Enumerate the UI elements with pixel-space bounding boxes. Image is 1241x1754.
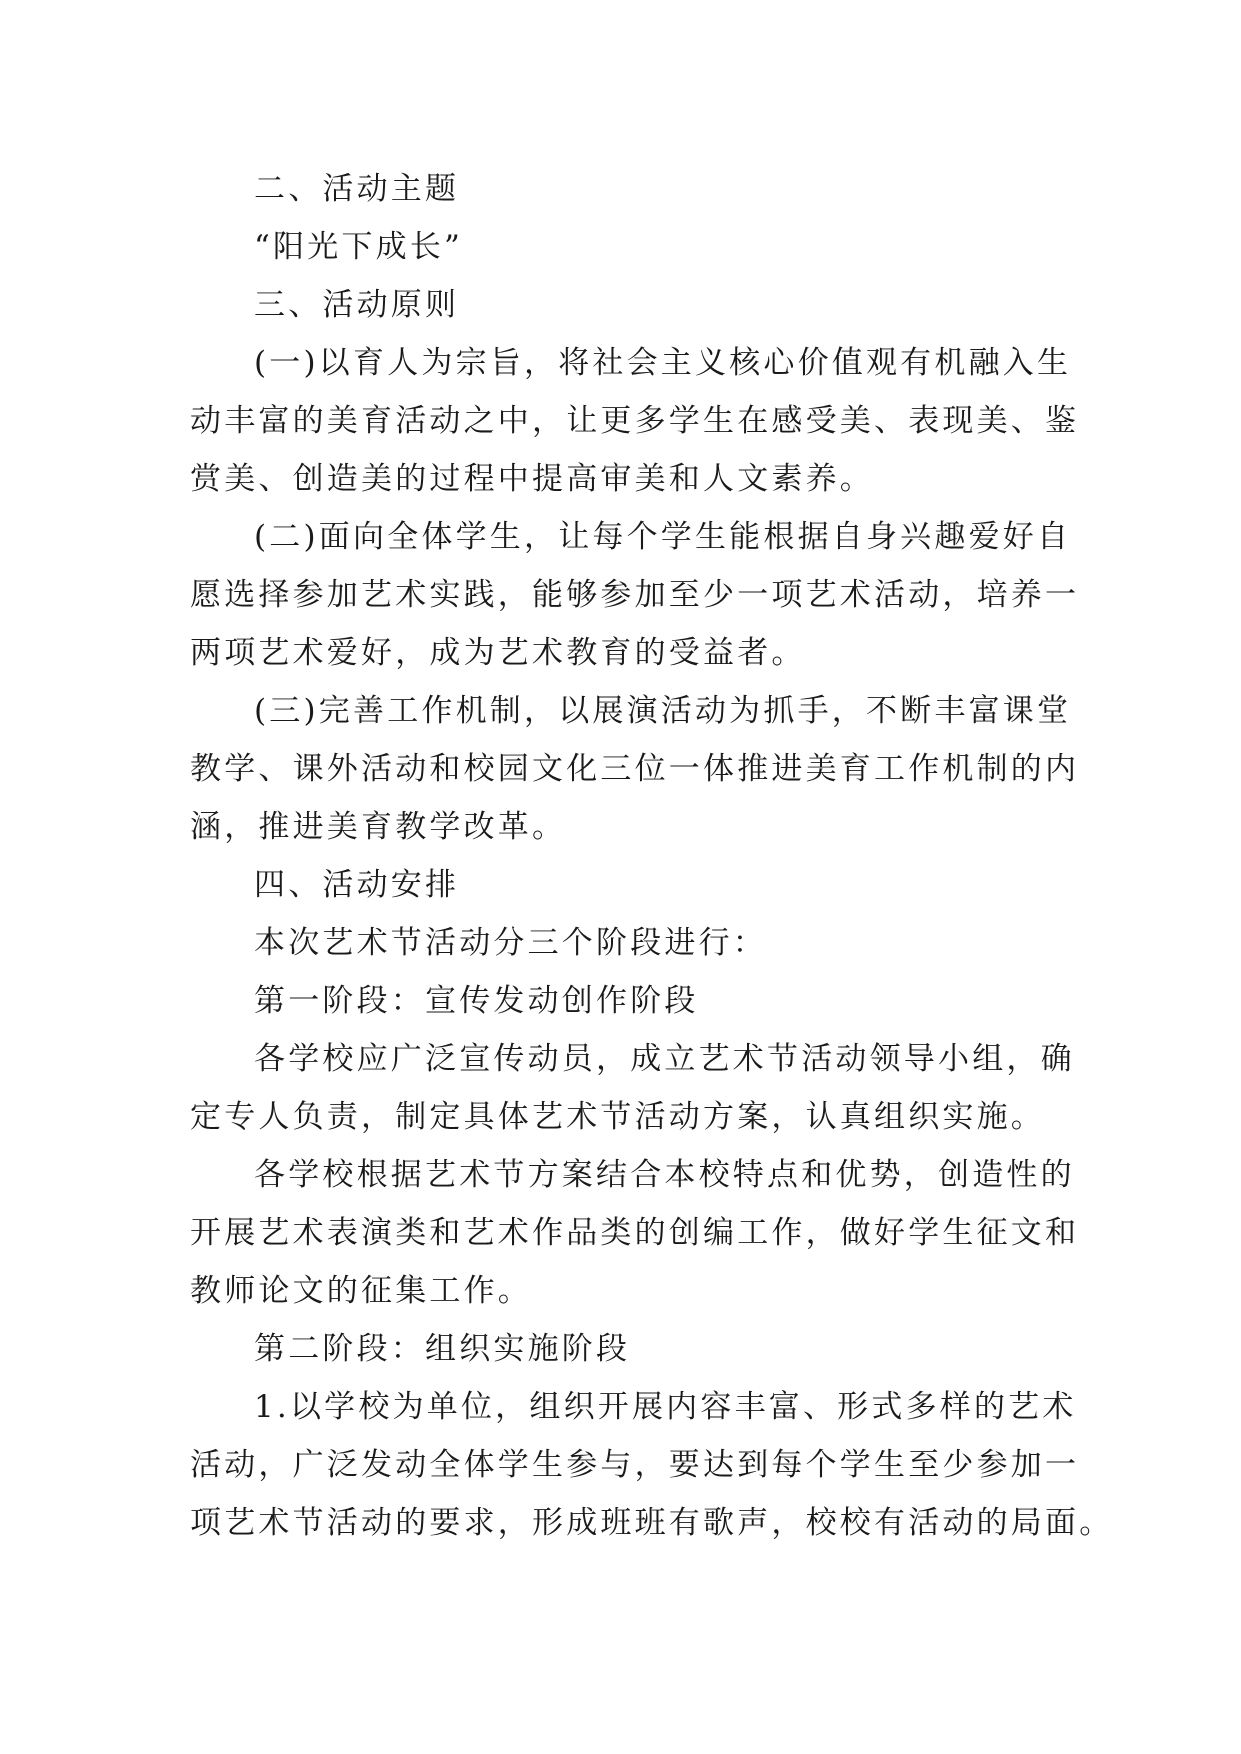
paragraph-line: 项艺术节活动的要求，形成班班有歌声，校校有活动的局面。 (190, 1505, 1114, 1541)
paragraph-line: (三)完善工作机制，以展演活动为抓手，不断丰富课堂 (254, 693, 1072, 729)
paragraph-line: 涵，推进美育教学改革。 (190, 809, 567, 845)
stage-heading-one: 第一阶段：宣传发动创作阶段 (254, 983, 699, 1019)
paragraph-line: 教师论文的征集工作。 (190, 1273, 532, 1309)
paragraph-line: 1.以学校为单位，组织开展内容丰富、形式多样的艺术 (254, 1389, 1077, 1425)
paragraph-line: 定专人负责，制定具体艺术节活动方案，认真组织实施。 (190, 1099, 1045, 1135)
paragraph-line: (二)面向全体学生，让每个学生能根据自身兴趣爱好自 (254, 519, 1072, 555)
stage-heading-two: 第二阶段：组织实施阶段 (254, 1331, 631, 1367)
document-body (190, 160, 1114, 1552)
paragraph-line: 各学校应广泛宣传动员，成立艺术节活动领导小组，确 (254, 1041, 1075, 1077)
paragraph-line: 两项艺术爱好，成为艺术教育的受益者。 (190, 635, 806, 671)
paragraph-line: 本次艺术节活动分三个阶段进行： (254, 925, 767, 961)
section-heading-theme: 二、活动主题 (254, 171, 460, 207)
section-heading-principles: 三、活动原则 (254, 287, 460, 323)
paragraph-line: 愿选择参加艺术实践，能够参加至少一项艺术活动，培养一 (190, 577, 1080, 613)
paragraph-line: 赏美、创造美的过程中提高审美和人文素养。 (190, 461, 874, 497)
paragraph-line: 各学校根据艺术节方案结合本校特点和优势，创造性的 (254, 1157, 1075, 1193)
paragraph-line: 动丰富的美育活动之中，让更多学生在感受美、表现美、鉴 (190, 403, 1080, 439)
theme-text: “阳光下成长” (254, 229, 464, 265)
section-heading-arrangement: 四、活动安排 (254, 867, 460, 903)
paragraph-line: (一)以育人为宗旨，将社会主义核心价值观有机融入生 (254, 345, 1072, 381)
paragraph-line: 开展艺术表演类和艺术作品类的创编工作，做好学生征文和 (190, 1215, 1080, 1251)
paragraph-line: 教学、课外活动和校园文化三位一体推进美育工作机制的内 (190, 751, 1080, 787)
paragraph-line: 活动，广泛发动全体学生参与，要达到每个学生至少参加一 (190, 1447, 1080, 1483)
